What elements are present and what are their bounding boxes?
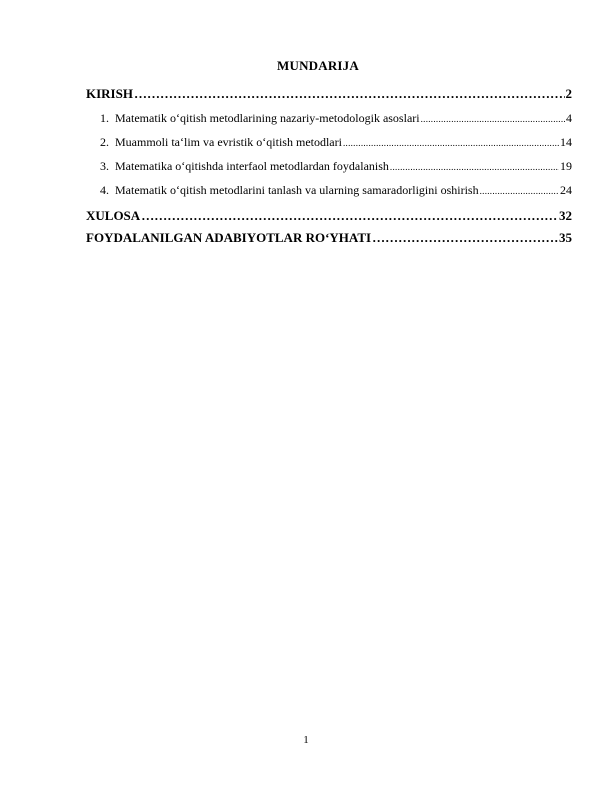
page-number: 1 <box>303 734 309 746</box>
toc-entry-page: 32 <box>559 208 572 223</box>
toc-entry-label: KIRISH <box>86 86 133 101</box>
toc-entry-4[interactable] <box>86 178 572 202</box>
toc-entry-2[interactable] <box>86 130 572 154</box>
toc-entry-page: 35 <box>559 230 572 245</box>
toc-entry-label: Matematik o‘qitish metodlarini tanlash va ularning samaradorligini oshirish <box>115 183 479 197</box>
toc-entry-label: Muammoli ta‘lim va evristik o‘qitish metodlari <box>115 135 342 149</box>
toc-entry-label: XULOSA <box>86 208 141 223</box>
toc-leader-dots <box>480 178 559 202</box>
table-of-contents <box>86 83 572 249</box>
toc-entry-page: 19 <box>560 159 572 173</box>
toc-entry-index: 1. <box>100 111 109 125</box>
toc-entry-label: FOYDALANILGAN ADABIYOTLAR RO‘YHATI <box>86 230 372 245</box>
toc-entry-page: 24 <box>560 183 572 197</box>
toc-entry-index: 2. <box>100 135 109 149</box>
toc-entry-page: 14 <box>560 135 572 149</box>
toc-leader-dots <box>343 130 559 154</box>
toc-entry-label: Matematika o‘qitishda interfaol metodlardan foydalanish <box>115 159 389 173</box>
page-title: MUNDARIJA <box>277 58 359 73</box>
toc-entry-page: 2 <box>565 86 572 101</box>
toc-leader-dots <box>390 154 559 178</box>
toc-entry-page: 4 <box>566 111 572 125</box>
toc-entry-xulosa[interactable] <box>86 205 572 227</box>
toc-entry-index: 4. <box>100 183 109 197</box>
toc-leader-dots <box>134 83 565 105</box>
toc-entry-label: Matematik o‘qitish metodlarining nazariy-metodologik asoslari <box>115 111 420 125</box>
toc-leader-dots <box>372 227 558 249</box>
toc-leader-dots <box>421 106 565 130</box>
toc-leader-dots <box>141 205 558 227</box>
toc-entry-kirish[interactable] <box>86 83 572 105</box>
toc-entry-3[interactable] <box>86 154 572 178</box>
toc-entry-references[interactable] <box>86 227 572 249</box>
toc-entry-index: 3. <box>100 159 109 173</box>
toc-entry-1[interactable] <box>86 106 572 130</box>
